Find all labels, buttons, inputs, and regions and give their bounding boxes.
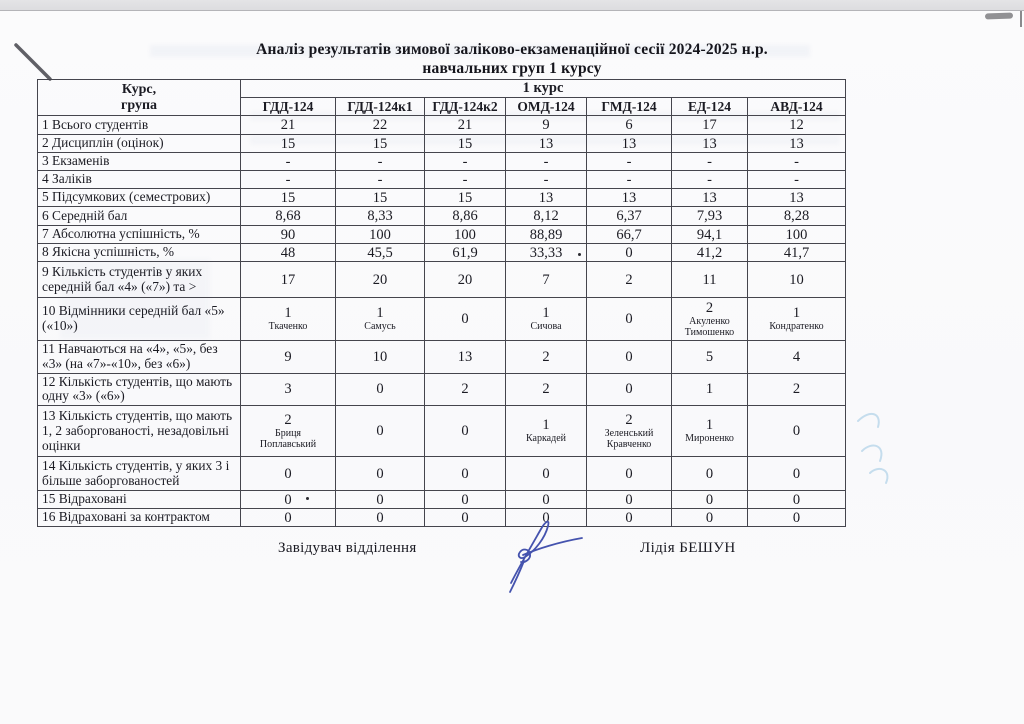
cell-value: 100 [748, 226, 846, 244]
student-name: Кондратенко [769, 321, 824, 333]
cell-value: 2 [587, 262, 672, 298]
scan-smudge-artifact [985, 13, 1013, 20]
cell-value: 15 [241, 135, 336, 153]
cell-value: 20 [425, 262, 506, 298]
cell-value: 6,37 [587, 207, 672, 226]
cell-value: 15 [336, 189, 425, 207]
row-label: 7 Абсолютна успішність, % [38, 226, 241, 244]
cell-value: 88,89 [506, 226, 587, 244]
cell-value: 17 [241, 262, 336, 298]
table-row [38, 226, 846, 244]
cell-value: 0 [748, 509, 846, 527]
student-name: Сичова [530, 321, 562, 333]
cell-value: 41,2 [672, 244, 748, 262]
cell-value: - [748, 153, 846, 171]
column-header: АВД-124 [748, 98, 846, 116]
table-row [38, 244, 846, 262]
cell-value: 8,28 [748, 207, 846, 226]
table-row [38, 135, 846, 153]
cell-value: 0 [587, 491, 672, 509]
document-page [0, 10, 1024, 724]
student-name: Кравченко [606, 439, 652, 451]
cell-value: 100 [336, 226, 425, 244]
cell-value: 10 [336, 341, 425, 374]
bleed-ink-scribble [850, 401, 914, 493]
cell-value: 13 [672, 135, 748, 153]
cell-value: - [425, 153, 506, 171]
cell-value: 0 [506, 491, 587, 509]
cell-value: 13 [425, 341, 506, 374]
cell-value: 0 [241, 509, 336, 527]
table-row [38, 491, 846, 509]
cell-value: 13 [748, 135, 846, 153]
cell-value: - [241, 153, 336, 171]
corner-header [38, 80, 241, 116]
cell-value: 12 [748, 116, 846, 135]
table-row [38, 341, 846, 374]
cell-value: 13 [672, 189, 748, 207]
cell-value: 0 [672, 457, 748, 491]
cell-value: 0 [587, 244, 672, 262]
cell-value: - [425, 171, 506, 189]
student-name: Зеленський [604, 427, 654, 439]
cell-value: 5 [672, 341, 748, 374]
cell-value: 2 [506, 373, 587, 406]
cell-value: 11 [672, 262, 748, 298]
column-header: ГМД-124 [587, 98, 672, 116]
cell-value: 45,5 [336, 244, 425, 262]
row-label: 3 Екзаменів [38, 153, 241, 171]
cell-value: 90 [241, 226, 336, 244]
cell-value: 0 [587, 457, 672, 491]
cell-value: 0 [336, 509, 425, 527]
cell-value: 33,33 [506, 244, 587, 262]
cell-value: 61,9 [425, 244, 506, 262]
signer-position-label: Завідувач відділення [278, 540, 417, 556]
row-label: 12 Кількість студентів, що мають одну «3» («6») [38, 373, 241, 406]
corner-header-line1: Курс, [121, 81, 157, 97]
cell-value: - [336, 153, 425, 171]
cell-value: 0 [748, 491, 846, 509]
cell-value: 2 [425, 373, 506, 406]
cell-value: 15 [336, 135, 425, 153]
cell-value: 0 [336, 457, 425, 491]
cell-value: 2 Зеленський Кравченко [587, 406, 672, 457]
cell-value: - [336, 171, 425, 189]
cell-value: - [672, 171, 748, 189]
cell-value: 0 [672, 491, 748, 509]
cell-value: - [587, 153, 672, 171]
scan-dot-artifact [578, 253, 581, 256]
cell-value: - [241, 171, 336, 189]
cell-value: 1 Мироненко [672, 406, 748, 457]
cell-value: - [748, 171, 846, 189]
cell-value: - [506, 171, 587, 189]
column-header: ОМД-124 [506, 98, 587, 116]
cell-value: 0 [425, 406, 506, 457]
cell-value: 0 [425, 491, 506, 509]
cell-value: 8,33 [336, 207, 425, 226]
cell-value: 21 [241, 116, 336, 135]
column-header: ЕД-124 [672, 98, 748, 116]
cell-value: 0 [506, 457, 587, 491]
corner-header-line2: група [120, 97, 158, 113]
cell-value: 1 Ткаченко [241, 298, 336, 341]
cell-value: 0 [336, 491, 425, 509]
cell-value: 48 [241, 244, 336, 262]
cell-value: 0 [336, 406, 425, 457]
cell-value: 6 [587, 116, 672, 135]
row-label: 8 Якісна успішність, % [38, 244, 241, 262]
cell-value: - [506, 153, 587, 171]
handwritten-signature [475, 509, 590, 604]
cell-value: - [587, 171, 672, 189]
scan-dot-artifact [306, 497, 309, 500]
page-title [0, 40, 1024, 78]
cell-value: 0 [672, 509, 748, 527]
row-label: 15 Відраховані [38, 491, 241, 509]
cell-value: 2 [748, 373, 846, 406]
row-label: 13 Кількість студентів, що мають 1, 2 заборгованості, незадовільні оцінки [38, 406, 241, 457]
table-row [38, 373, 846, 406]
column-header: ГДД-124к2 [425, 98, 506, 116]
cell-value: 0 [587, 298, 672, 341]
cell-value: 10 [748, 262, 846, 298]
cell-value: 1 [672, 373, 748, 406]
row-label: 14 Кількість студентів, у яких 3 і більше заборгованостей [38, 457, 241, 491]
student-name: Тимошенко [684, 327, 735, 338]
table-row [38, 457, 846, 491]
table-row [38, 153, 846, 171]
cell-value: 3 [241, 373, 336, 406]
course-header: 1 курс [241, 80, 846, 98]
student-name: Бриця [274, 427, 302, 439]
student-name: Самусь [364, 321, 396, 333]
row-label: 11 Навчаються на «4», «5», без «3» (на «7»-«10», без «6») [38, 341, 241, 374]
student-name: Каркадей [526, 433, 566, 445]
student-name: Мироненко [685, 433, 734, 445]
cell-value: 17 [672, 116, 748, 135]
cell-value: 0 [425, 298, 506, 341]
cell-value: 15 [241, 189, 336, 207]
cell-value: 1 Кондратенко [748, 298, 846, 341]
cell-value: 22 [336, 116, 425, 135]
cell-value: 20 [336, 262, 425, 298]
table-row [38, 298, 846, 341]
cell-value: 2 Акуленко Тимошенко [672, 298, 748, 341]
cell-value: 2 [506, 341, 587, 374]
column-header: ГДД-124 [241, 98, 336, 116]
cell-value: 13 [748, 189, 846, 207]
row-label: 10 Відмінники середній бал «5» («10») [38, 298, 241, 341]
cell-value: 94,1 [672, 226, 748, 244]
cell-value: 2 Бриця Поплавський [241, 406, 336, 457]
table-row [38, 116, 846, 135]
cell-value: 0 [241, 491, 336, 509]
results-table [37, 79, 846, 527]
cell-value: 13 [506, 135, 587, 153]
row-label: 16 Відраховані за контрактом [38, 509, 241, 527]
cell-value: 0 [748, 406, 846, 457]
cell-value: 8,86 [425, 207, 506, 226]
cell-value: 0 [748, 457, 846, 491]
cell-value: 9 [241, 341, 336, 374]
row-label: 6 Середній бал [38, 207, 241, 226]
cell-value: 0 [587, 341, 672, 374]
cell-value: 41,7 [748, 244, 846, 262]
student-name: Поплавський [259, 439, 317, 451]
student-name: Акуленко [689, 315, 730, 327]
cell-value: 1 Каркадей [506, 406, 587, 457]
cell-value: 15 [425, 189, 506, 207]
table-row [38, 189, 846, 207]
cell-value: 7,93 [672, 207, 748, 226]
row-label: 4 Заліків [38, 171, 241, 189]
table-row [38, 262, 846, 298]
student-name: Ткаченко [268, 321, 308, 333]
row-label: 9 Кількість студентів у яких середній бал «4» («7») та > [38, 262, 241, 298]
cell-value: 66,7 [587, 226, 672, 244]
cell-value: 4 [748, 341, 846, 374]
cell-value: 100 [425, 226, 506, 244]
cell-value: 13 [587, 189, 672, 207]
cell-value: 0 [506, 509, 587, 527]
cell-value: 13 [587, 135, 672, 153]
row-label: 1 Всього студентів [38, 116, 241, 135]
table-row [38, 509, 846, 527]
scan-edge-artifact [1020, 11, 1022, 27]
column-header: ГДД-124к1 [336, 98, 425, 116]
cell-value: 9 [506, 116, 587, 135]
table-row [38, 406, 846, 457]
table-row [38, 207, 846, 226]
cell-value: - [672, 153, 748, 171]
cell-value: 1 Сичова [506, 298, 587, 341]
cell-value: 8,12 [506, 207, 587, 226]
cell-value: 8,68 [241, 207, 336, 226]
cell-value: 0 [425, 457, 506, 491]
table-row [38, 171, 846, 189]
row-label: 5 Підсумкових (семестрових) [38, 189, 241, 207]
cell-value: 0 [336, 373, 425, 406]
page-title-line2: навчальних груп 1 курсу [422, 60, 602, 77]
cell-value: 0 [587, 373, 672, 406]
cell-value: 1 Самусь [336, 298, 425, 341]
page-title-line1: Аналіз результатів зимової заліково-екзаменаційної сесії 2024-2025 н.р. [256, 41, 768, 58]
cell-value: 15 [425, 135, 506, 153]
cell-value: 21 [425, 116, 506, 135]
signer-name: Лідія БЕШУН [640, 540, 736, 556]
cell-value: 13 [506, 189, 587, 207]
cell-value: 0 [241, 457, 336, 491]
cell-value: 0 [587, 509, 672, 527]
cell-value: 0 [425, 509, 506, 527]
row-label: 2 Дисциплін (оцінок) [38, 135, 241, 153]
cell-value: 7 [506, 262, 587, 298]
